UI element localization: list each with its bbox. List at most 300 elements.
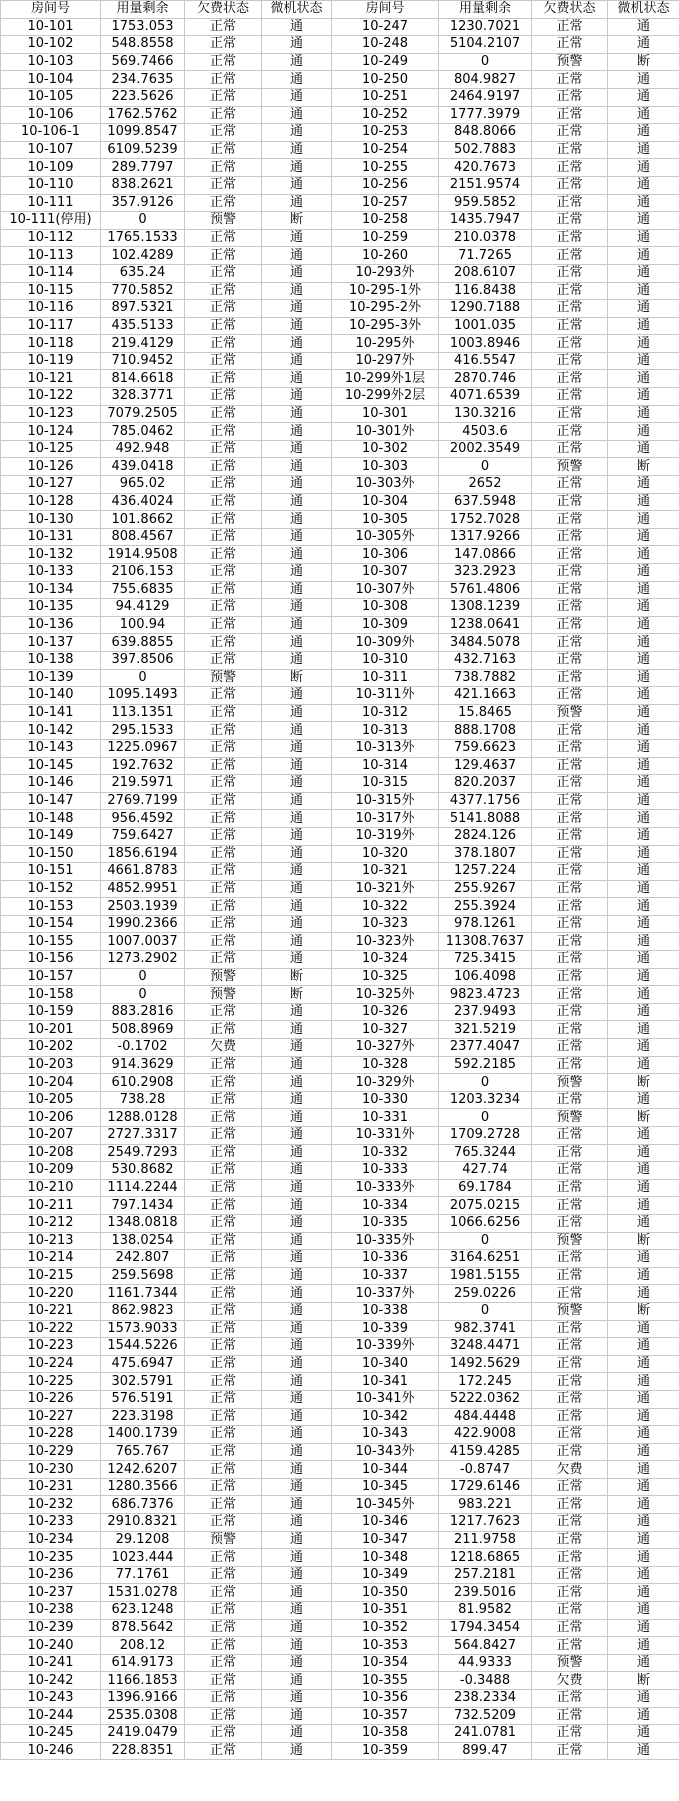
cell-arrears-right: 正常: [532, 264, 608, 282]
cell-room-no-right: 10-295-1外: [332, 282, 439, 300]
table-row: [1, 1742, 679, 1760]
cell-room-no-left: 10-155: [1, 933, 101, 951]
table-row: [1, 1690, 679, 1708]
cell-room-no-right: 10-323外: [332, 933, 439, 951]
cell-arrears-right: 正常: [532, 282, 608, 300]
cell-arrears-right: 正常: [532, 1267, 608, 1285]
table-row: [1, 141, 679, 159]
cell-room-no-left: 10-107: [1, 141, 101, 159]
cell-micro-left: 通: [262, 1320, 332, 1338]
header-usage-right: 用量剩余: [439, 1, 532, 19]
cell-arrears-right: 正常: [532, 247, 608, 265]
cell-usage-right: 44.9333: [439, 1654, 532, 1672]
cell-room-no-left: 10-208: [1, 1144, 101, 1162]
cell-micro-right: 通: [608, 1725, 679, 1743]
cell-usage-right: 147.0866: [439, 546, 532, 564]
cell-arrears-right: 正常: [532, 1214, 608, 1232]
cell-room-no-right: 10-295-2外: [332, 300, 439, 318]
table-row: [1, 1496, 679, 1514]
cell-arrears-left: 正常: [185, 739, 262, 757]
cell-room-no-right: 10-247: [332, 18, 439, 36]
cell-micro-right: 通: [608, 898, 679, 916]
cell-usage-left: 686.7376: [101, 1496, 185, 1514]
table-row: [1, 1039, 679, 1057]
cell-arrears-left: 预警: [185, 986, 262, 1004]
cell-micro-right: 通: [608, 775, 679, 793]
cell-room-no-right: 10-307外: [332, 581, 439, 599]
cell-micro-right: 通: [608, 124, 679, 142]
cell-arrears-left: 正常: [185, 687, 262, 705]
cell-room-no-left: 10-133: [1, 564, 101, 582]
table-row: [1, 1514, 679, 1532]
cell-arrears-right: 正常: [532, 1390, 608, 1408]
cell-arrears-left: 正常: [185, 106, 262, 124]
cell-room-no-right: 10-250: [332, 71, 439, 89]
cell-micro-left: 断: [262, 212, 332, 230]
cell-room-no-left: 10-152: [1, 880, 101, 898]
cell-micro-right: 通: [608, 739, 679, 757]
cell-usage-left: 439.0418: [101, 458, 185, 476]
cell-micro-left: 通: [262, 317, 332, 335]
cell-micro-right: 通: [608, 1549, 679, 1567]
cell-usage-right: 759.6623: [439, 739, 532, 757]
cell-micro-right: 通: [608, 669, 679, 687]
cell-usage-left: 897.5321: [101, 300, 185, 318]
cell-room-no-left: 10-213: [1, 1232, 101, 1250]
cell-arrears-right: 正常: [532, 1373, 608, 1391]
cell-arrears-left: 正常: [185, 1302, 262, 1320]
cell-arrears-right: 正常: [532, 335, 608, 353]
cell-usage-left: 295.1533: [101, 722, 185, 740]
table-row: [1, 388, 679, 406]
cell-micro-left: 通: [262, 616, 332, 634]
cell-usage-right: 0: [439, 458, 532, 476]
cell-arrears-left: 正常: [185, 1338, 262, 1356]
cell-usage-right: 4377.1756: [439, 792, 532, 810]
cell-room-no-right: 10-334: [332, 1197, 439, 1215]
cell-micro-right: 通: [608, 1426, 679, 1444]
table-row: [1, 863, 679, 881]
table-row: [1, 1056, 679, 1074]
cell-micro-right: 通: [608, 757, 679, 775]
cell-micro-left: 通: [262, 53, 332, 71]
cell-arrears-right: 正常: [532, 1408, 608, 1426]
cell-room-no-right: 10-346: [332, 1514, 439, 1532]
table-row: [1, 159, 679, 177]
cell-room-no-right: 10-345: [332, 1478, 439, 1496]
cell-usage-left: 1348.0818: [101, 1214, 185, 1232]
cell-micro-left: 通: [262, 282, 332, 300]
cell-micro-right: 通: [608, 1091, 679, 1109]
cell-usage-left: 2106.153: [101, 564, 185, 582]
table-row: [1, 405, 679, 423]
cell-micro-left: 通: [262, 1179, 332, 1197]
cell-arrears-right: 正常: [532, 141, 608, 159]
cell-micro-right: 通: [608, 229, 679, 247]
cell-room-no-left: 10-244: [1, 1707, 101, 1725]
cell-room-no-left: 10-102: [1, 36, 101, 54]
cell-arrears-right: 预警: [532, 458, 608, 476]
table-row: [1, 476, 679, 494]
cell-arrears-right: 正常: [532, 300, 608, 318]
cell-usage-left: -0.1702: [101, 1039, 185, 1057]
cell-room-no-left: 10-134: [1, 581, 101, 599]
cell-micro-right: 通: [608, 264, 679, 282]
cell-arrears-left: 正常: [185, 71, 262, 89]
cell-usage-left: 883.2816: [101, 1003, 185, 1021]
cell-micro-left: 通: [262, 1302, 332, 1320]
table-row: [1, 106, 679, 124]
cell-micro-right: 通: [608, 1514, 679, 1532]
cell-room-no-right: 10-299外1层: [332, 370, 439, 388]
cell-micro-right: 通: [608, 1566, 679, 1584]
cell-arrears-left: 预警: [185, 1531, 262, 1549]
cell-usage-left: 639.8855: [101, 634, 185, 652]
table-row: [1, 1619, 679, 1637]
cell-usage-left: 785.0462: [101, 423, 185, 441]
cell-room-no-left: 10-231: [1, 1478, 101, 1496]
cell-room-no-right: 10-315: [332, 775, 439, 793]
table-row: [1, 458, 679, 476]
cell-micro-left: 通: [262, 1109, 332, 1127]
cell-usage-right: 130.3216: [439, 405, 532, 423]
cell-usage-right: 71.7265: [439, 247, 532, 265]
cell-room-no-left: 10-105: [1, 88, 101, 106]
cell-micro-left: 通: [262, 915, 332, 933]
cell-micro-right: 通: [608, 564, 679, 582]
header-micro-right: 微机状态: [608, 1, 679, 19]
cell-arrears-left: 正常: [185, 124, 262, 142]
table-row: [1, 36, 679, 54]
cell-usage-right: 2151.9574: [439, 176, 532, 194]
cell-room-no-left: 10-110: [1, 176, 101, 194]
cell-micro-left: 通: [262, 1056, 332, 1074]
cell-usage-right: 502.7883: [439, 141, 532, 159]
cell-arrears-right: 正常: [532, 1179, 608, 1197]
cell-usage-right: 1308.1239: [439, 599, 532, 617]
cell-usage-right: 427.74: [439, 1162, 532, 1180]
cell-room-no-left: 10-109: [1, 159, 101, 177]
cell-arrears-right: 正常: [532, 722, 608, 740]
cell-usage-right: 81.9582: [439, 1602, 532, 1620]
cell-arrears-right: 正常: [532, 810, 608, 828]
cell-usage-right: 0: [439, 1232, 532, 1250]
table-row: [1, 599, 679, 617]
table-row: [1, 1654, 679, 1672]
cell-micro-left: 通: [262, 264, 332, 282]
table-row: [1, 18, 679, 36]
cell-arrears-left: 正常: [185, 1742, 262, 1760]
table-row: [1, 757, 679, 775]
cell-micro-right: 通: [608, 810, 679, 828]
cell-micro-right: 通: [608, 1338, 679, 1356]
cell-usage-left: 2419.0479: [101, 1725, 185, 1743]
cell-micro-right: 通: [608, 440, 679, 458]
cell-room-no-left: 10-157: [1, 968, 101, 986]
cell-arrears-left: 正常: [185, 1091, 262, 1109]
header-arrears-right: 欠费状态: [532, 1, 608, 19]
cell-room-no-left: 10-236: [1, 1566, 101, 1584]
cell-room-no-left: 10-118: [1, 335, 101, 353]
table-row: [1, 1602, 679, 1620]
table-row: [1, 951, 679, 969]
cell-room-no-right: 10-358: [332, 1725, 439, 1743]
cell-usage-right: 0: [439, 53, 532, 71]
cell-micro-left: 通: [262, 739, 332, 757]
cell-arrears-right: 正常: [532, 1619, 608, 1637]
cell-room-no-left: 10-204: [1, 1074, 101, 1092]
cell-arrears-right: 正常: [532, 88, 608, 106]
cell-room-no-left: 10-131: [1, 528, 101, 546]
cell-arrears-right: 正常: [532, 1707, 608, 1725]
cell-room-no-right: 10-359: [332, 1742, 439, 1760]
cell-usage-left: 755.6835: [101, 581, 185, 599]
cell-arrears-right: 正常: [532, 1127, 608, 1145]
cell-micro-right: 通: [608, 212, 679, 230]
header-micro-left: 微机状态: [262, 1, 332, 19]
cell-usage-right: 982.3741: [439, 1320, 532, 1338]
cell-room-no-right: 10-329外: [332, 1074, 439, 1092]
cell-micro-left: 通: [262, 1496, 332, 1514]
cell-room-no-right: 10-321外: [332, 880, 439, 898]
table-row: [1, 1531, 679, 1549]
cell-micro-right: 通: [608, 1003, 679, 1021]
cell-usage-right: 1794.3454: [439, 1619, 532, 1637]
cell-micro-right: 通: [608, 159, 679, 177]
cell-micro-left: 通: [262, 1742, 332, 1760]
cell-room-no-left: 10-220: [1, 1285, 101, 1303]
table-row: [1, 1021, 679, 1039]
cell-usage-right: 3248.4471: [439, 1338, 532, 1356]
cell-micro-left: 通: [262, 1566, 332, 1584]
cell-micro-left: 通: [262, 1144, 332, 1162]
cell-arrears-right: 正常: [532, 493, 608, 511]
cell-micro-left: 通: [262, 493, 332, 511]
cell-room-no-left: 10-229: [1, 1443, 101, 1461]
cell-arrears-left: 正常: [185, 1197, 262, 1215]
cell-room-no-right: 10-340: [332, 1355, 439, 1373]
cell-usage-right: 2002.3549: [439, 440, 532, 458]
cell-arrears-right: 正常: [532, 229, 608, 247]
table-row: [1, 634, 679, 652]
cell-arrears-right: 正常: [532, 898, 608, 916]
cell-micro-right: 通: [608, 827, 679, 845]
cell-usage-left: 759.6427: [101, 827, 185, 845]
cell-room-no-right: 10-336: [332, 1250, 439, 1268]
cell-usage-left: 4661.8783: [101, 863, 185, 881]
cell-arrears-left: 正常: [185, 1355, 262, 1373]
cell-arrears-left: 正常: [185, 176, 262, 194]
cell-usage-right: 888.1708: [439, 722, 532, 740]
cell-usage-left: 0: [101, 986, 185, 1004]
cell-micro-right: 通: [608, 36, 679, 54]
header-row: [1, 1, 679, 19]
cell-room-no-right: 10-297外: [332, 352, 439, 370]
table-row: [1, 71, 679, 89]
cell-arrears-right: 正常: [532, 792, 608, 810]
table-row: [1, 1373, 679, 1391]
cell-room-no-right: 10-310: [332, 651, 439, 669]
cell-room-no-left: 10-146: [1, 775, 101, 793]
cell-micro-left: 通: [262, 18, 332, 36]
cell-arrears-left: 正常: [185, 915, 262, 933]
cell-micro-right: 通: [608, 106, 679, 124]
cell-room-no-left: 10-132: [1, 546, 101, 564]
cell-micro-left: 通: [262, 546, 332, 564]
cell-arrears-left: 正常: [185, 159, 262, 177]
cell-room-no-left: 10-246: [1, 1742, 101, 1760]
cell-arrears-right: 预警: [532, 1654, 608, 1672]
table-row: [1, 1214, 679, 1232]
cell-usage-right: 1492.5629: [439, 1355, 532, 1373]
cell-micro-right: 通: [608, 1373, 679, 1391]
cell-usage-right: 1981.5155: [439, 1267, 532, 1285]
cell-micro-left: 通: [262, 335, 332, 353]
cell-arrears-left: 正常: [185, 1109, 262, 1127]
cell-room-no-right: 10-344: [332, 1461, 439, 1479]
cell-micro-right: 通: [608, 1127, 679, 1145]
cell-usage-left: 2769.7199: [101, 792, 185, 810]
cell-micro-right: 通: [608, 317, 679, 335]
cell-usage-left: 610.2908: [101, 1074, 185, 1092]
table-row: [1, 440, 679, 458]
table-row: [1, 810, 679, 828]
cell-micro-right: 通: [608, 599, 679, 617]
cell-arrears-right: 正常: [532, 1690, 608, 1708]
cell-usage-left: 1166.1853: [101, 1672, 185, 1690]
cell-room-no-left: 10-106: [1, 106, 101, 124]
cell-micro-right: 通: [608, 423, 679, 441]
cell-usage-left: 302.5791: [101, 1373, 185, 1391]
cell-usage-left: 7079.2505: [101, 405, 185, 423]
cell-usage-right: 3164.6251: [439, 1250, 532, 1268]
cell-room-no-right: 10-335外: [332, 1232, 439, 1250]
cell-micro-right: 通: [608, 687, 679, 705]
cell-arrears-right: 预警: [532, 1232, 608, 1250]
cell-room-no-right: 10-351: [332, 1602, 439, 1620]
cell-usage-left: 242.807: [101, 1250, 185, 1268]
cell-arrears-right: 正常: [532, 1056, 608, 1074]
cell-micro-right: 通: [608, 792, 679, 810]
cell-arrears-right: 正常: [532, 71, 608, 89]
cell-usage-right: 1238.0641: [439, 616, 532, 634]
cell-arrears-left: 正常: [185, 1426, 262, 1444]
cell-room-no-right: 10-330: [332, 1091, 439, 1109]
cell-micro-right: 通: [608, 616, 679, 634]
cell-usage-right: 1001.035: [439, 317, 532, 335]
cell-arrears-left: 正常: [185, 1672, 262, 1690]
cell-usage-right: 2652: [439, 476, 532, 494]
cell-micro-left: 通: [262, 1232, 332, 1250]
cell-room-no-right: 10-339外: [332, 1338, 439, 1356]
cell-usage-left: 814.6618: [101, 370, 185, 388]
cell-room-no-right: 10-301: [332, 405, 439, 423]
cell-arrears-left: 正常: [185, 1443, 262, 1461]
cell-arrears-right: 正常: [532, 616, 608, 634]
cell-arrears-left: 正常: [185, 599, 262, 617]
cell-room-no-right: 10-317外: [332, 810, 439, 828]
cell-micro-right: 通: [608, 1602, 679, 1620]
cell-usage-right: 1218.6865: [439, 1549, 532, 1567]
table-row: [1, 528, 679, 546]
cell-room-no-right: 10-299外2层: [332, 388, 439, 406]
cell-arrears-right: 正常: [532, 1549, 608, 1567]
cell-usage-left: 1114.2244: [101, 1179, 185, 1197]
cell-usage-left: 492.948: [101, 440, 185, 458]
cell-arrears-left: 正常: [185, 36, 262, 54]
cell-room-no-right: 10-295-3外: [332, 317, 439, 335]
cell-room-no-left: 10-112: [1, 229, 101, 247]
table-row: [1, 282, 679, 300]
cell-room-no-right: 10-323: [332, 915, 439, 933]
cell-micro-right: 通: [608, 300, 679, 318]
cell-usage-left: 1161.7344: [101, 1285, 185, 1303]
cell-usage-left: 0: [101, 669, 185, 687]
table-row: [1, 335, 679, 353]
cell-room-no-right: 10-311: [332, 669, 439, 687]
cell-arrears-right: 正常: [532, 511, 608, 529]
cell-micro-right: 通: [608, 1531, 679, 1549]
cell-room-no-right: 10-309外: [332, 634, 439, 652]
cell-micro-left: 通: [262, 933, 332, 951]
cell-usage-right: 172.245: [439, 1373, 532, 1391]
cell-room-no-right: 10-257: [332, 194, 439, 212]
table-row: [1, 300, 679, 318]
cell-room-no-right: 10-352: [332, 1619, 439, 1637]
cell-arrears-right: 正常: [532, 212, 608, 230]
cell-micro-left: 通: [262, 1549, 332, 1567]
cell-micro-left: 通: [262, 1619, 332, 1637]
cell-room-no-left: 10-245: [1, 1725, 101, 1743]
cell-arrears-left: 正常: [185, 53, 262, 71]
cell-arrears-left: 正常: [185, 1373, 262, 1391]
cell-micro-left: 通: [262, 1672, 332, 1690]
cell-arrears-left: 正常: [185, 1549, 262, 1567]
table-row: [1, 1285, 679, 1303]
cell-usage-left: 208.12: [101, 1637, 185, 1655]
cell-arrears-left: 正常: [185, 1408, 262, 1426]
cell-room-no-left: 10-154: [1, 915, 101, 933]
cell-usage-left: 1400.1739: [101, 1426, 185, 1444]
cell-usage-right: 0: [439, 1074, 532, 1092]
cell-room-no-left: 10-117: [1, 317, 101, 335]
cell-room-no-right: 10-302: [332, 440, 439, 458]
cell-usage-left: 234.7635: [101, 71, 185, 89]
cell-room-no-right: 10-357: [332, 1707, 439, 1725]
cell-usage-right: 1003.8946: [439, 335, 532, 353]
cell-arrears-left: 正常: [185, 757, 262, 775]
cell-usage-right: 237.9493: [439, 1003, 532, 1021]
cell-micro-left: 通: [262, 564, 332, 582]
cell-room-no-right: 10-314: [332, 757, 439, 775]
cell-usage-left: 1242.6207: [101, 1461, 185, 1479]
cell-usage-right: 959.5852: [439, 194, 532, 212]
cell-usage-left: 914.3629: [101, 1056, 185, 1074]
cell-micro-right: 通: [608, 1144, 679, 1162]
cell-usage-right: 0: [439, 1109, 532, 1127]
cell-usage-left: 100.94: [101, 616, 185, 634]
cell-room-no-left: 10-232: [1, 1496, 101, 1514]
cell-arrears-right: 正常: [532, 388, 608, 406]
cell-arrears-right: 正常: [532, 1091, 608, 1109]
table-row: [1, 1320, 679, 1338]
cell-usage-left: 838.2621: [101, 176, 185, 194]
cell-micro-right: 通: [608, 1214, 679, 1232]
cell-arrears-left: 正常: [185, 951, 262, 969]
cell-arrears-left: 正常: [185, 282, 262, 300]
cell-arrears-left: 正常: [185, 370, 262, 388]
cell-micro-left: 通: [262, 440, 332, 458]
